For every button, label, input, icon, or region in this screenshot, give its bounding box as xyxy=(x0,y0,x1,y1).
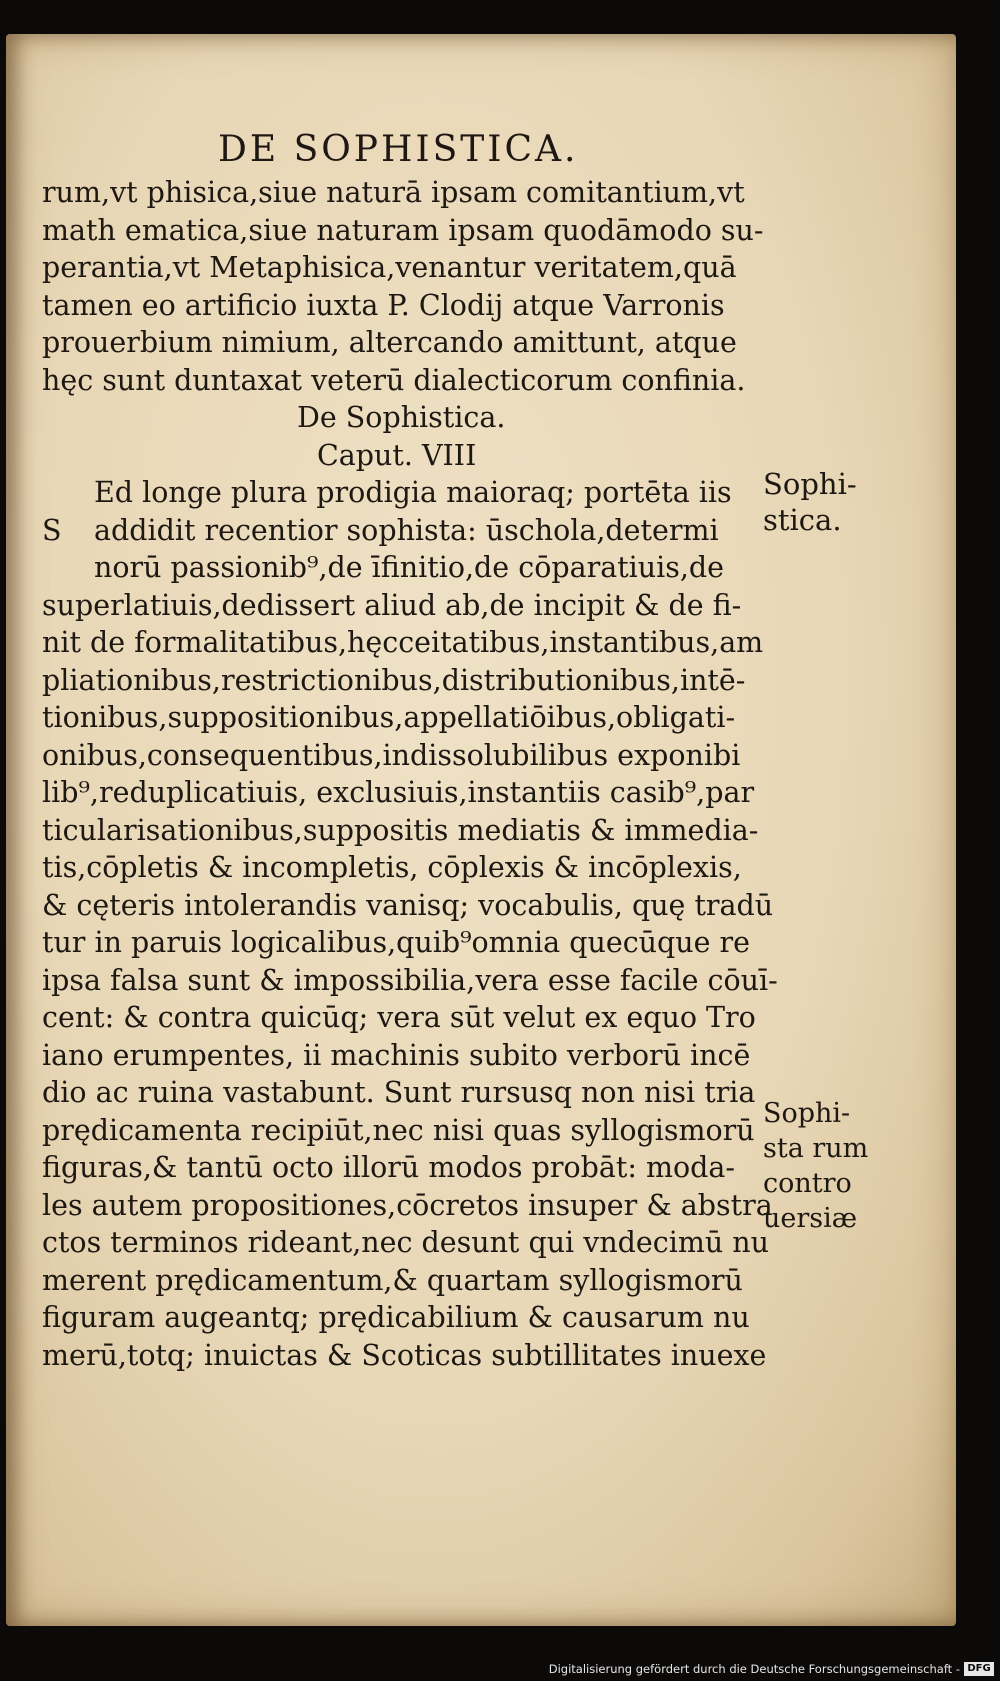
text-line: Ed longe plura prodigia maioraq; portēta iis xyxy=(94,476,732,509)
marginal-note-line: sta rum xyxy=(763,1133,869,1164)
text-line-content: addidit recentior sophista: ūschola,determi xyxy=(94,513,719,547)
marginal-note-controversiae xyxy=(763,1096,868,1236)
text-line: iano erumpentes, ii machinis subito verborū incē xyxy=(42,1038,751,1072)
text-line: tis,cōpletis & incompletis, cōplexis & incōplexis, xyxy=(42,851,742,884)
footer-bar xyxy=(0,1655,1000,1681)
marginal-note-line: Sophi- xyxy=(763,467,857,501)
text-line: les autem propositiones,cōcretos insuper & abstra xyxy=(42,1188,773,1222)
body-text xyxy=(42,174,778,1374)
text-line: nit de formalitatibus,hęcceitatibus,instantibus,am xyxy=(42,626,764,659)
marginal-note-line: Sophi- xyxy=(763,1098,851,1129)
marginal-note-sophistica xyxy=(763,466,857,538)
text-line: dio ac ruina vastabunt. Sunt rursusq non nisi tria xyxy=(42,1076,756,1109)
text-line: cent: & contra quicūq; vera sūt velut ex equo Tro xyxy=(42,1001,756,1034)
text-line: norū passionib⁹,de īfinitio,de cōparatiuis,de xyxy=(94,551,725,584)
text-line: perantia,vt Metaphisica,venantur veritatem,quā xyxy=(42,251,737,284)
chapter-heading: Caput. VIII xyxy=(317,438,477,472)
text-line: tamen eo artificio iuxta P. Clodij atque Varronis xyxy=(42,288,725,322)
text-line: & cęteris intolerandis vanisq; vocabulis, quę tradū xyxy=(42,888,774,922)
text-line: prouerbium nimium, altercando amittunt, atque xyxy=(42,326,737,359)
text-line: merent prędicamentum,& quartam syllogismorū xyxy=(42,1263,743,1297)
text-line: math ematica,siue naturam ipsam quodāmodo su- xyxy=(42,213,764,247)
text-line: superlatiuis,dedissert aliud ab,de incipit & de fi- xyxy=(42,588,742,622)
section-title: De Sophistica. xyxy=(297,401,506,434)
text-line: onibus,consequentibus,indissolubilibus exponibi xyxy=(42,738,741,772)
text-line-with-initial xyxy=(42,512,762,550)
text-line: rum,vt phisica,siue naturā ipsam comitantium,vt xyxy=(42,176,745,209)
text-line: figuram augeantq; prędicabilium & causarum nu xyxy=(42,1301,750,1334)
footer-credit: Digitalisierung gefördert durch die Deutsche Forschungsgemeinschaft - xyxy=(548,1662,960,1676)
text-line: tionibus,suppositionibus,appellatiōibus,obligati- xyxy=(42,701,736,734)
text-line: pliationibus,restrictionibus,distributionibus,intē- xyxy=(42,663,746,697)
text-line: tur in paruis logicalibus,quib⁹omnia quecūque re xyxy=(42,926,751,959)
text-line: merū,totq; inuictas & Scoticas subtillitates inuexe xyxy=(42,1338,767,1372)
text-line: lib⁹,reduplicatiuis, exclusiuis,instantiis casib⁹,par xyxy=(42,776,755,809)
text-line: figuras,& tantū octo illorū modos probāt: moda- xyxy=(42,1151,736,1184)
running-head: DE SOPHISTICA. xyxy=(218,129,579,170)
drop-initial: S xyxy=(42,513,62,547)
marginal-note-line: uersiæ xyxy=(763,1203,858,1234)
text-line: ctos terminos rideant,nec desunt qui vndecimū nu xyxy=(42,1226,770,1259)
dfg-logo-icon: DFG xyxy=(964,1662,994,1676)
text-line: ipsa falsa sunt & impossibilia,vera esse facile cōuī- xyxy=(42,963,778,997)
text-line: prędicamenta recipiūt,nec nisi quas syllogismorū xyxy=(42,1113,755,1147)
book-page xyxy=(6,34,956,1626)
text-line: ticularisationibus,suppositis mediatis & immedia- xyxy=(42,813,759,847)
marginal-note-line: contro xyxy=(763,1168,852,1199)
marginal-note-line: stica. xyxy=(763,503,842,537)
text-line: hęc sunt duntaxat veterū dialecticorum confinia. xyxy=(42,363,746,397)
